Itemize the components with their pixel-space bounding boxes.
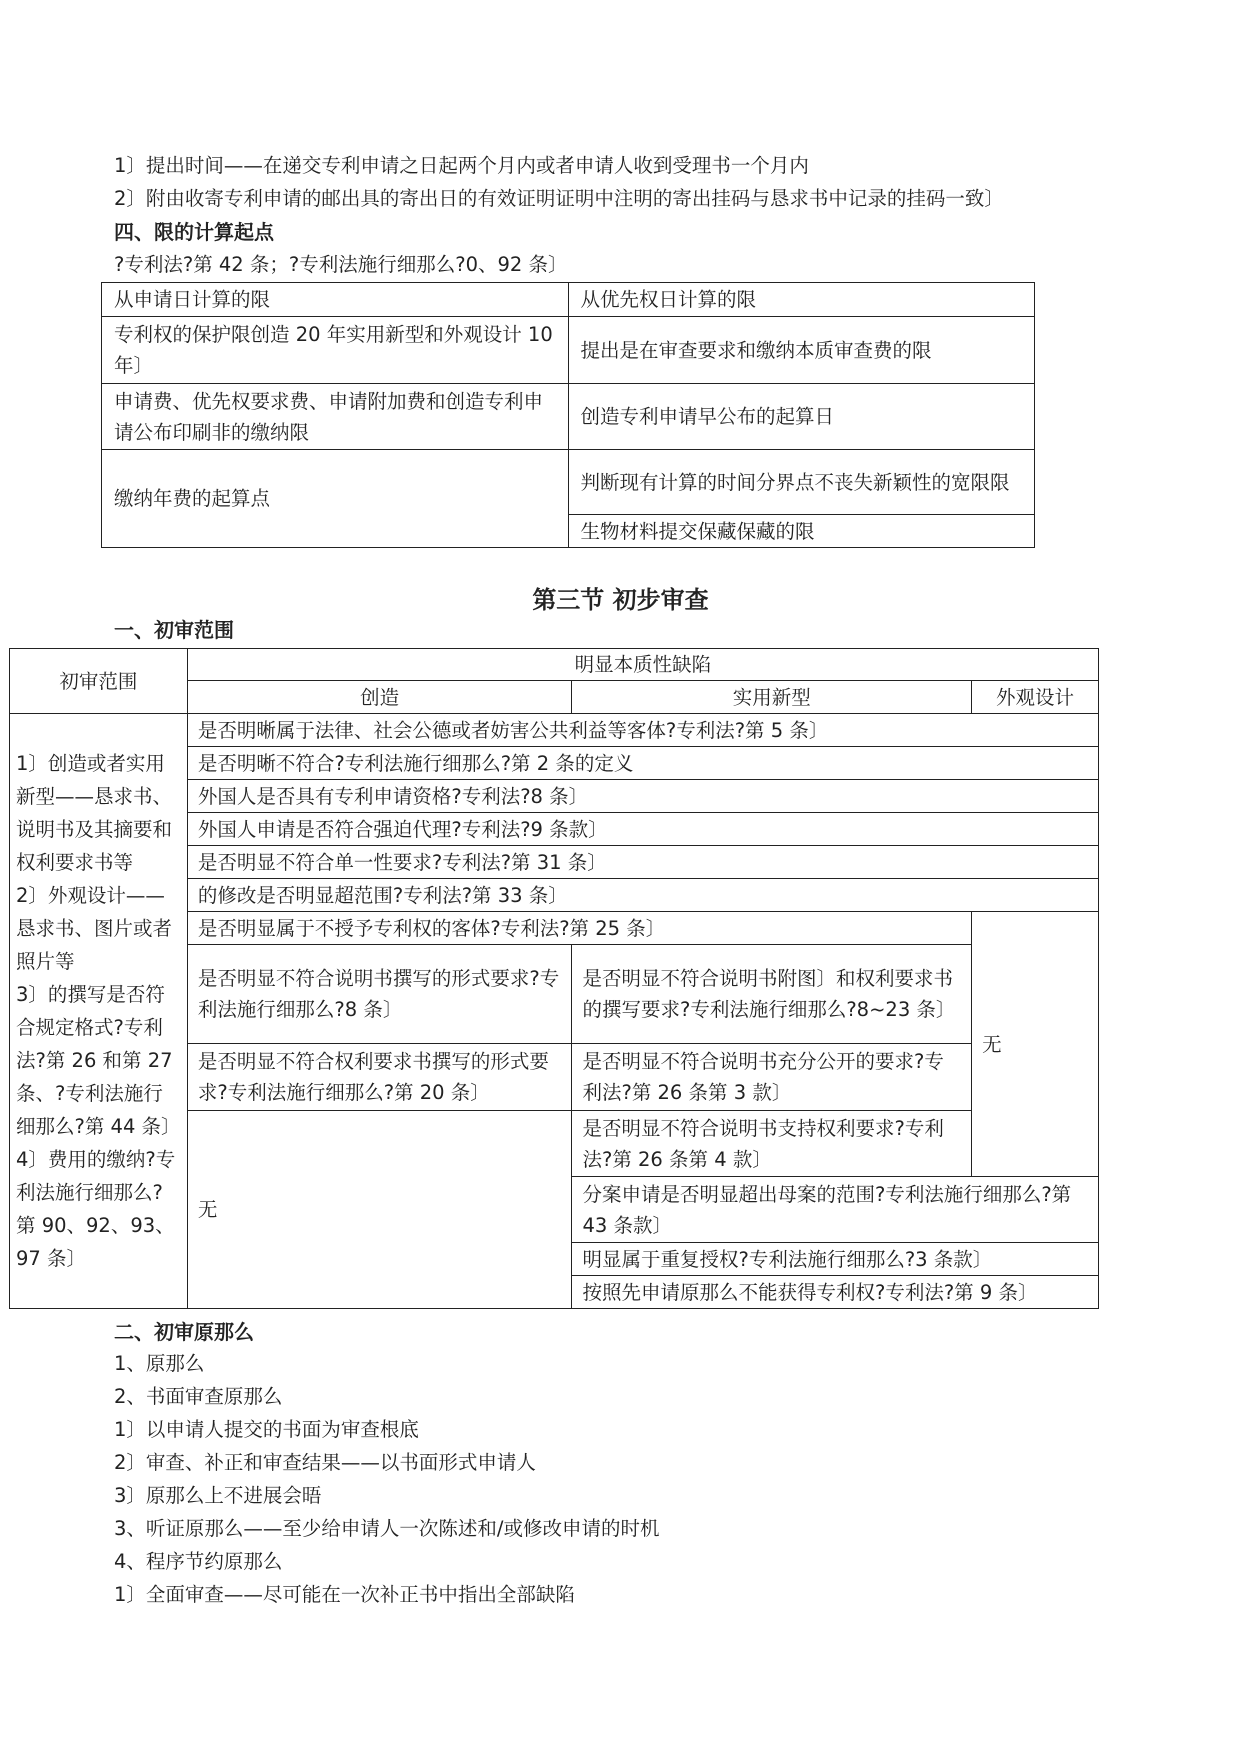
- table-header-cell: 创造: [187, 681, 572, 714]
- section-heading: 二、初审原那么: [114, 1320, 254, 1344]
- list-item: 2〕审查、补正和审查结果——以书面形式申请人: [114, 1451, 536, 1474]
- chapter-title: 第三节 初步审查: [532, 586, 709, 614]
- table-cell: 明显属于重复授权?专利法施行细那么?3 条款〕: [572, 1243, 1099, 1276]
- table-cell: 申请费、优先权要求费、申请附加费和创造专利申请公布印刷非的缴纳限: [102, 384, 569, 450]
- table-header-cell: 实用新型: [572, 681, 972, 714]
- list-item: 3〕原那么上不进展会晤: [114, 1484, 322, 1507]
- table-cell: 是否明显不符合说明书支持权利要求?专利法?第 26 条第 4 款〕: [572, 1111, 972, 1177]
- table-cell: 判断现有计算的时间分界点不丧失新颖性的宽限限: [568, 450, 1035, 515]
- table-cell: 是否明显不符合单一性要求?专利法?第 31 条〕: [187, 846, 1098, 879]
- table-cell: 是否明显不符合说明书附图〕和权利要求书的撰写要求?专利法施行细那么?8~23 条〕: [572, 945, 972, 1044]
- table-header-cell: 从申请日计算的限: [102, 283, 569, 317]
- table-cell: 无: [187, 1111, 572, 1309]
- list-item: 1、原那么: [114, 1352, 205, 1375]
- table-header-cell: 初审范围: [10, 649, 188, 714]
- table-cell: 专利权的保护限创造 20 年实用新型和外观设计 10 年〕: [102, 317, 569, 384]
- table-header-cell: 外观设计: [972, 681, 1099, 714]
- table-header-cell: 从优先权日计算的限: [568, 283, 1035, 317]
- section-heading: 一、初审范围: [114, 618, 234, 642]
- text-line: 2〕附由收寄专利申请的邮出具的寄出日的有效证明证明中注明的寄出挂码与恳求书中记录的挂码一致〕: [114, 187, 1004, 210]
- table-cell: 是否明显不符合说明书充分公开的要求?专利法?第 26 条第 3 款〕: [572, 1044, 972, 1111]
- table-cell: 无: [972, 912, 1099, 1177]
- table-cell: 按照先申请原那么不能获得专利权?专利法?第 9 条〕: [572, 1276, 1099, 1309]
- table-cell: 外国人是否具有专利申请资格?专利法?8 条〕: [187, 780, 1098, 813]
- table-cell: 创造专利申请早公布的起算日: [568, 384, 1035, 450]
- table-cell: 是否明显不符合说明书撰写的形式要求?专利法施行细那么?8 条〕: [187, 945, 572, 1044]
- table-cell: 是否明晰不符合?专利法施行细那么?第 2 条的定义: [187, 747, 1098, 780]
- list-item: 2、书面审查原那么: [114, 1385, 283, 1408]
- table-cell: 的修改是否明显超范围?专利法?第 33 条〕: [187, 879, 1098, 912]
- section-heading: 四、限的计算起点: [114, 220, 274, 244]
- list-item: 1〕以申请人提交的书面为审查根底: [114, 1418, 419, 1441]
- reference-line: ?专利法?第 42 条；?专利法施行细那么?0、92 条〕: [114, 253, 568, 276]
- table-cell: 生物材料提交保藏保藏的限: [568, 515, 1035, 548]
- list-item: 1〕全面审查——尽可能在一次补正书中指出全部缺陷: [114, 1583, 575, 1606]
- table-cell: 提出是在审查要求和缴纳本质审查费的限: [568, 317, 1035, 384]
- table-cell: 是否明显不符合权利要求书撰写的形式要求?专利法施行细那么?第 20 条〕: [187, 1044, 572, 1111]
- table-cell: 分案申请是否明显超出母案的范围?专利法施行细那么?第 43 条款〕: [572, 1177, 1099, 1243]
- table-cell: 外国人申请是否符合强迫代理?专利法?9 条款〕: [187, 813, 1098, 846]
- table-cell: 缴纳年费的起算点: [102, 450, 569, 548]
- preliminary-exam-table: [9, 648, 1099, 1309]
- text-line: 1〕提出时间——在递交专利申请之日起两个月内或者申请人收到受理书一个月内: [114, 154, 809, 177]
- list-item: 4、程序节约原那么: [114, 1550, 283, 1573]
- scope-cell: 1〕创造或者实用新型——恳求书、说明书及其摘要和权利要求书等 2〕外观设计——恳求书、图片或者照片等 3〕的撰写是否符合规定格式?专利法?第 26 和第 27 条、?专利法施行细那么?第 44 条〕 4〕费用的缴纳?专利法施行细那么?第 90、92、93、97 条〕: [10, 714, 188, 1309]
- period-start-table: [101, 282, 1035, 548]
- table-cell: 是否明显属于不授予专利权的客体?专利法?第 25 条〕: [187, 912, 971, 945]
- list-item: 3、听证原那么——至少给申请人一次陈述和/或修改申请的时机: [114, 1517, 660, 1540]
- table-cell: 是否明晰属于法律、社会公德或者妨害公共利益等客体?专利法?第 5 条〕: [187, 714, 1098, 747]
- table-header-cell: 明显本质性缺陷: [187, 649, 1098, 681]
